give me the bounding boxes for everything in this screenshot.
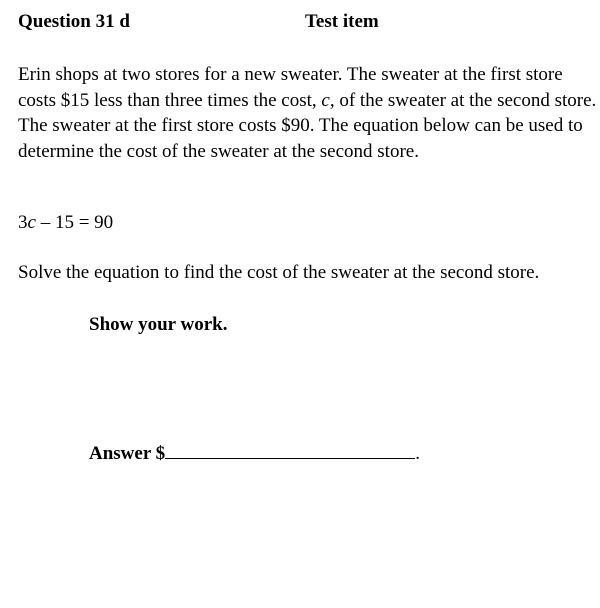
answer-label: Answer $ [89,443,166,464]
show-work-label: Show your work. [89,314,228,335]
problem-text-part-2: , of the sweater at the second store. The sweater at the first store costs $90. The equation below can be used to determine the cost of the sweater at the second store. [18,89,597,162]
question-number: Question 31 d [18,11,130,32]
equation [18,212,113,234]
answer-blank[interactable] [165,439,415,459]
answer-tail: . [415,443,420,464]
problem-paragraph [18,62,600,164]
equation-variable: c [27,212,36,233]
test-item-label: Test item [305,11,379,32]
instruction-text: Solve the equation to find the cost of the sweater at the second store. [18,262,540,283]
equation-coefficient: 3 [18,212,28,233]
problem-text-part-1: Erin shops at two stores for a new sweater. The sweater at the first store costs $15 less than three times the cost, [18,64,563,111]
answer-row [89,439,420,465]
equation-rest: – 15 = 90 [35,212,114,233]
problem-variable: c [321,89,330,111]
